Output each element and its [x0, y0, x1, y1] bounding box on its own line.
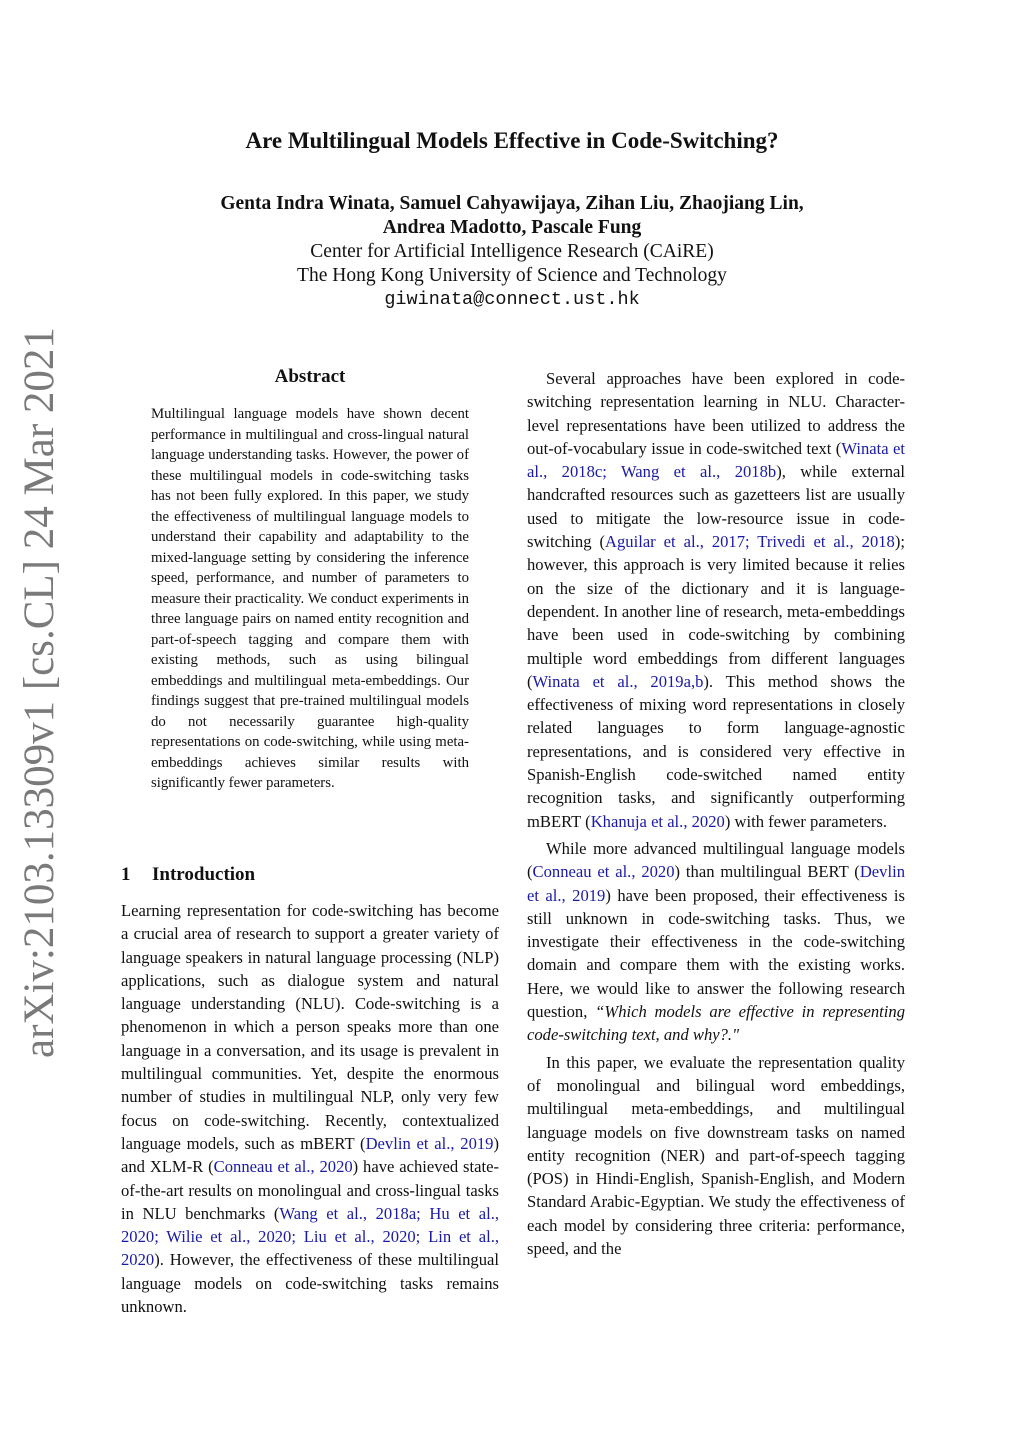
- authors-line-2: Andrea Madotto, Pascale Fung: [382, 217, 642, 238]
- text-run: Several approaches have been explored in code-switching representation learning in NLU. Character-level representations have been utilized to address the out-of-vocabulary issue in code-switched text (: [527, 369, 905, 458]
- citation-link[interactable]: Devlin et al., 2019: [527, 862, 905, 905]
- section-number: 1: [121, 864, 131, 885]
- right-paragraph-2: [527, 837, 905, 1047]
- right-paragraph-3: [527, 1051, 905, 1261]
- citation-link[interactable]: Winata et al., 2018c; Wang et al., 2018b: [527, 438, 906, 482]
- contact-email[interactable]: giwinata@connect.ust.hk: [384, 289, 640, 310]
- text-run: ). This method shows the effectiveness of mixing word representations in closely related languages to form language-agnostic representations, and is considered very effective in Spanish-English code-switched named entity recognition tasks, and significantly outperforming mBERT (: [527, 671, 905, 831]
- citation-link[interactable]: Wang et al., 2018a; Hu et al., 2020; Wilie et al., 2020; Liu et al., 2020; Lin et al., 2020: [121, 1203, 500, 1270]
- text-run: ); however, this approach is very limited because it relies on the size of the dictionary and it is language-dependent. In another line of research, meta-embeddings have been used in code-switching by combining multiple word embeddings from different languages (: [527, 532, 905, 691]
- text-run: In this paper, we evaluate the representation quality of monolingual and bilingual word embeddings, multilingual meta-embeddings, and multilingual language models on five downstream tasks on named entity recognition (NER) and part-of-speech tagging (POS) in Hindi-English, Spanish-English, and Modern Standard Arabic-Egyptian. We study the effectiveness of each model by considering three criteria: performance, speed, and the: [527, 1052, 905, 1258]
- citation-link[interactable]: Conneau et al., 2020: [213, 1157, 353, 1177]
- text-run: While more advanced multilingual language models (: [527, 838, 905, 882]
- citation-link[interactable]: Devlin et al., 2019: [365, 1133, 494, 1153]
- text-run: ). However, the effectiveness of these multilingual language models on code-switching tasks remains unknown.: [121, 1250, 499, 1317]
- text-run: ) than multilingual BERT (: [674, 862, 860, 882]
- text-run: Learning representation for code-switching has become a crucial area of research to support a greater variety of language speakers in natural language processing (NLP) applications, such as dialogue system and natural language understanding (NLU). Code-switching is a phenomenon in which a person speaks more than one language in a conversation, and its usage is prevalent in multilingual communities. Yet, despite the enormous number of studies in multilingual NLP, only very few focus on code-switching. Recently, contextualized language models, such as mBERT (: [121, 901, 499, 1153]
- citation-link[interactable]: Aguilar et al., 2017; Trivedi et al., 2018: [605, 532, 895, 552]
- research-question: “Which models are effective in representing code-switching text, and why?.": [527, 1002, 905, 1045]
- left-column-body: [121, 863, 499, 1318]
- text-run: ) with fewer parameters.: [724, 811, 887, 831]
- authors-line-1: Genta Indra Winata, Samuel Cahyawijaya, Zihan Liu, Zhaojiang Lin,: [220, 193, 804, 214]
- intro-paragraph-1: [121, 899, 499, 1318]
- right-paragraph-1: [527, 367, 905, 833]
- text-run: ) have achieved state-of-the-art results on monolingual and cross-lingual tasks in NLU benchmarks (: [121, 1157, 499, 1223]
- citation-link[interactable]: Conneau et al., 2020: [532, 862, 675, 882]
- text-run: ), while external handcrafted resources such as gazetteers list are usually used to mitigate the low-resource issue in code-switching (: [527, 462, 905, 552]
- right-column-body: [527, 367, 905, 1260]
- paper-title: Are Multilingual Models Effective in Code-Switching?: [245, 128, 779, 153]
- citation-link[interactable]: Khanuja et al., 2020: [590, 811, 725, 831]
- arxiv-identifier: arXiv:2103.13309v1 [cs.CL] 24 Mar 2021: [16, 327, 63, 1058]
- text-run: ) and XLM-R (: [121, 1133, 499, 1177]
- citation-link[interactable]: Winata et al., 2019a,b: [532, 671, 704, 691]
- affiliation-1: Center for Artificial Intelligence Research (CAiRE): [310, 241, 714, 262]
- section-heading-introduction: [121, 863, 499, 887]
- author-block: [0, 192, 1024, 312]
- section-title: Introduction: [152, 864, 256, 885]
- text-run: ) have been proposed, their effectiveness is still unknown in code-switching tasks. Thus, we investigate their effectiveness in the code-switching domain and compare them with the existing works. Here, we would like to answer the following research question,: [527, 885, 905, 1022]
- abstract-text: Multilingual language models have shown decent performance in multilingual and cross-lingual natural language understanding tasks. However, the power of these multilingual models in code-switching tasks has not been fully explored. In this paper, we study the effectiveness of multilingual language models to understand their capability and adaptability to the mixed-language setting by considering the inference speed, performance, and number of parameters to measure their practicality. We conduct experiments in three language pairs on named entity recognition and part-of-speech tagging and compare them with existing methods, such as using bilingual embeddings and multilingual meta-embeddings. Our findings suggest that pre-trained multilingual models do not necessarily guarantee high-quality representations on code-switching, while using meta-embeddings achieves similar results with significantly fewer parameters.: [151, 406, 469, 791]
- affiliation-2: The Hong Kong University of Science and Technology: [297, 265, 727, 286]
- abstract-heading: Abstract: [274, 366, 346, 387]
